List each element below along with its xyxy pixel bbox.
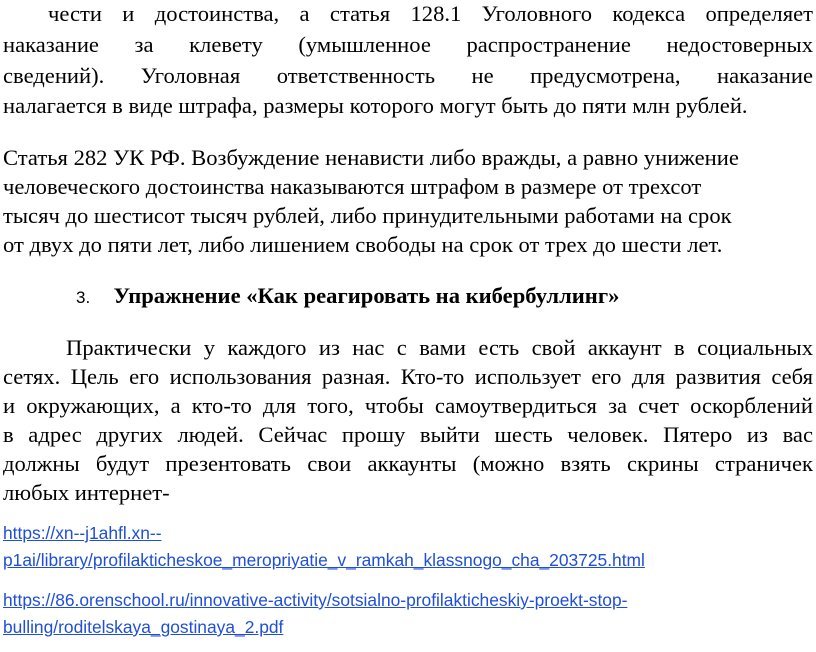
paragraph1-line: чести и достоинства, а статья 128.1 Уголовного кодекса определяет [48,1,813,26]
paragraph2-line: от двух до пяти лет, либо лишением свободы на срок от трех до шести лет. [3,232,723,257]
section-title: Упражнение «Как реагировать на кибербуллинг» [113,283,620,308]
paragraph2-line: Статья 282 УК РФ. Возбуждение ненависти либо вражды, а равно унижение [3,145,739,170]
paragraph3-line: должны будут презентовать свои аккаунты (можно взять скрины страничек [3,451,813,476]
section-number: 3. [76,288,91,307]
link-2-line-1[interactable]: https://86.orenschool.ru/innovative-activity/sotsialno-profilakticheskiy-proekt-stop- [3,590,628,610]
paragraph3-line: сетях. Цель его использования разная. Кто-то использует его для развития себя [3,364,813,389]
link-2-line-2[interactable]: bulling/roditelskaya_gostinaya_2.pdf [3,617,284,637]
paragraph1-line: налагается в виде штрафа, размеры которого могут быть до пяти млн рублей. [3,93,748,118]
paragraph3-line: и окружающих, а кто-то для того, чтобы самоутвердиться за счет оскорблений [3,393,813,418]
paragraph3-line: Практически у каждого из нас с вами есть свой аккаунт в социальных [66,335,813,360]
paragraph3-line: в адрес других людей. Сейчас прошу выйти шесть человек. Пятеро из вас [3,422,813,447]
paragraph2-line: человеческого достоинства наказываются штрафом в размере от трехсот [3,174,702,199]
section-heading [76,282,776,310]
paragraph3-line: любых интернет- [3,480,170,505]
paragraph2-line: тысяч до шестисот тысяч рублей, либо принудительными работами на срок [3,203,732,228]
link-1-line-2[interactable]: p1ai/library/profilakticheskoe_meropriyatie_v_ramkah_klassnogo_cha_203725.html [3,550,645,570]
paragraph1-line: сведений). Уголовная ответственность не предусмотрена, наказание [3,63,813,88]
link-1-line-1[interactable]: https://xn--j1ahfl.xn-- [3,523,162,543]
paragraph1-line: наказание за клевету (умышленное распространение недостоверных [3,32,813,57]
